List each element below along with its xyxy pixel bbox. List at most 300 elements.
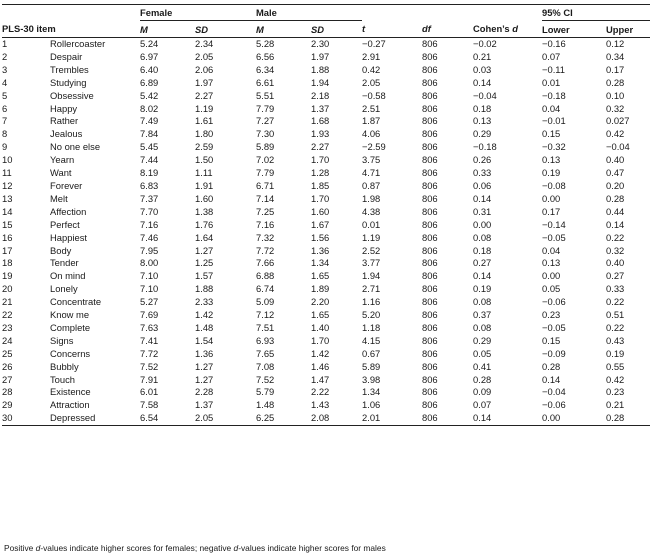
female-sd: 1.27 — [195, 244, 214, 256]
male-sd: 1.37 — [311, 102, 330, 114]
item-name: Body — [50, 244, 72, 256]
item-number: 15 — [2, 218, 13, 230]
table-row — [2, 64, 650, 77]
df-value: 806 — [422, 321, 438, 333]
table-row — [2, 154, 650, 167]
female-m: 8.02 — [140, 102, 159, 114]
table-body — [2, 38, 650, 426]
female-m: 7.10 — [140, 283, 159, 295]
cohens-d-value: −0.04 — [473, 89, 497, 101]
female-m: 8.19 — [140, 167, 159, 179]
cohens-d-value: 0.26 — [473, 154, 492, 166]
cohens-d-value: 0.28 — [473, 373, 492, 385]
male-sd: 1.36 — [311, 244, 330, 256]
df-value: 806 — [422, 102, 438, 114]
t-value: 0.01 — [362, 218, 381, 230]
item-number: 26 — [2, 360, 13, 372]
item-number: 9 — [2, 141, 8, 153]
table-row — [2, 257, 650, 270]
male-m: 6.71 — [256, 179, 275, 191]
cohens-d-value: 0.00 — [473, 218, 492, 230]
item-name: Yearn — [50, 154, 75, 166]
female-m: 7.63 — [140, 321, 159, 333]
male-m: 7.79 — [256, 167, 275, 179]
female-sd: 1.91 — [195, 179, 214, 191]
t-value: 0.42 — [362, 63, 381, 75]
item-number: 23 — [2, 321, 13, 333]
ci-lower: 0.19 — [542, 167, 561, 179]
male-m: 6.74 — [256, 283, 275, 295]
ci-upper: 0.40 — [606, 257, 625, 269]
ci-lower: 0.04 — [542, 244, 561, 256]
col-upper: Upper — [606, 21, 650, 38]
df-value: 806 — [422, 115, 438, 127]
female-sd: 2.59 — [195, 141, 214, 153]
table-row — [2, 361, 650, 374]
female-m: 7.16 — [140, 218, 159, 230]
male-sd: 1.97 — [311, 50, 330, 62]
item-number: 30 — [2, 412, 50, 425]
item-number: 20 — [2, 283, 13, 295]
ci-lower: −0.32 — [542, 141, 566, 153]
t-value: 4.06 — [362, 128, 381, 140]
female-sd: 1.57 — [195, 270, 214, 282]
female-sd: 2.33 — [195, 296, 214, 308]
item-number: 11 — [2, 167, 12, 179]
t-value: 4.38 — [362, 205, 381, 217]
ci-lower: −0.11 — [542, 63, 566, 75]
ci-upper: 0.34 — [606, 50, 625, 62]
table-row — [2, 115, 650, 128]
item-number: 5 — [2, 89, 8, 101]
male-sd: 1.65 — [311, 270, 330, 282]
df-value: 806 — [422, 76, 438, 88]
male-sd: 1.46 — [311, 360, 330, 372]
female-m: 7.41 — [140, 334, 159, 346]
table-row — [2, 386, 650, 399]
male-sd: 1.70 — [311, 192, 330, 204]
ci-lower: −0.18 — [542, 89, 566, 101]
female-m: 5.24 — [140, 38, 159, 49]
cohens-d-value: 0.08 — [473, 321, 492, 333]
ci-lower: 0.05 — [542, 283, 561, 295]
df-value: 806 — [422, 360, 438, 372]
ci-lower: −0.09 — [542, 347, 566, 359]
ci-upper: 0.28 — [606, 76, 625, 88]
male-sd: 2.27 — [311, 141, 330, 153]
footnote-d2: d — [233, 543, 239, 553]
col-t: t — [362, 21, 422, 38]
male-sd: 1.43 — [311, 399, 330, 411]
female-sd: 2.27 — [195, 89, 214, 101]
female-sd: 1.27 — [195, 373, 214, 385]
ci-upper: 0.42 — [606, 128, 625, 140]
column-header-row — [2, 21, 650, 38]
ci-lower: −0.01 — [542, 115, 566, 127]
t-value: 1.18 — [362, 321, 381, 333]
male-m: 5.79 — [256, 386, 275, 398]
ci-lower: −0.04 — [542, 386, 566, 398]
header-ci: 95% CI — [542, 5, 650, 21]
ci-upper: 0.42 — [606, 373, 625, 385]
female-sd: 1.50 — [195, 154, 214, 166]
item-number: 14 — [2, 205, 13, 217]
female-sd: 1.19 — [195, 102, 214, 114]
t-value: 1.16 — [362, 296, 381, 308]
item-number: 21 — [2, 296, 13, 308]
female-sd: 1.76 — [195, 218, 214, 230]
item-name: Concerns — [50, 347, 91, 359]
df-value: 806 — [422, 218, 438, 230]
t-value: 0.87 — [362, 179, 381, 191]
item-name: Want — [50, 167, 72, 179]
df-value: 806 — [422, 63, 438, 75]
table-row — [2, 348, 650, 361]
female-sd: 1.64 — [195, 231, 214, 243]
item-name: Melt — [50, 192, 68, 204]
male-sd: 1.42 — [311, 347, 330, 359]
female-m: 6.89 — [140, 76, 159, 88]
ci-lower: 0.07 — [542, 50, 561, 62]
cohens-d-value: 0.41 — [473, 360, 492, 372]
cohens-d-value: 0.29 — [473, 128, 492, 140]
df-value: 806 — [422, 334, 438, 346]
ci-upper: 0.20 — [606, 179, 625, 191]
item-name: Complete — [50, 321, 91, 333]
female-sd: 1.48 — [195, 321, 214, 333]
ci-upper: 0.17 — [606, 63, 625, 75]
male-sd: 1.68 — [311, 115, 330, 127]
item-name: Existence — [50, 386, 91, 398]
footnote-part3: -values indicate higher scores for males — [238, 543, 386, 553]
male-m: 6.34 — [256, 63, 275, 75]
results-table — [2, 4, 650, 426]
df-value: 806 — [422, 347, 438, 359]
table-row — [2, 270, 650, 283]
col-item: PLS-30 item — [2, 21, 140, 38]
t-value: 2.71 — [362, 283, 381, 295]
female-m: 7.49 — [140, 115, 159, 127]
ci-upper: 0.19 — [606, 347, 625, 359]
cohens-d-value: 0.07 — [473, 399, 492, 411]
cohens-d-value: 0.09 — [473, 386, 492, 398]
female-sd: 1.60 — [195, 192, 214, 204]
female-m: 7.52 — [140, 360, 159, 372]
ci-upper: 0.43 — [606, 334, 625, 346]
table-row — [2, 309, 650, 322]
table-row — [2, 374, 650, 387]
ci-upper: 0.22 — [606, 296, 625, 308]
female-m: 5.42 — [140, 89, 159, 101]
item-name: On mind — [50, 270, 86, 282]
header-blank-2 — [362, 5, 542, 21]
footnote — [4, 543, 386, 553]
item-name: Rather — [50, 115, 79, 127]
header-male: Male — [256, 5, 362, 21]
table-row — [2, 77, 650, 90]
male-m: 5.89 — [256, 141, 275, 153]
cohens-d-value: 0.27 — [473, 257, 492, 269]
cohens-d-value: 0.18 — [473, 102, 492, 114]
item-number: 6 — [2, 102, 8, 114]
ci-lower: 0.17 — [542, 205, 561, 217]
t-value: 0.67 — [362, 347, 381, 359]
item-name: Jealous — [50, 128, 83, 140]
item-name: Affection — [50, 205, 87, 217]
ci-lower: −0.06 — [542, 399, 566, 411]
ci-upper: 0.21 — [606, 399, 625, 411]
group-header-row — [2, 5, 650, 21]
male-m: 7.08 — [256, 360, 275, 372]
col-df: df — [422, 21, 473, 38]
ci-lower: −0.14 — [542, 218, 566, 230]
female-m: 8.00 — [140, 257, 159, 269]
table-row — [2, 232, 650, 245]
df-value: 806 — [422, 128, 438, 140]
male-sd: 1.65 — [311, 309, 330, 321]
ci-upper: 0.32 — [606, 102, 625, 114]
cohens-d-value: 0.19 — [473, 283, 492, 295]
ci-upper: 0.28 — [606, 412, 650, 425]
t-value: 2.91 — [362, 50, 381, 62]
item-name: No one else — [50, 141, 101, 153]
t-value: 4.71 — [362, 167, 381, 179]
ci-lower: 0.01 — [542, 76, 561, 88]
male-m: 7.79 — [256, 102, 275, 114]
item-number: 29 — [2, 399, 13, 411]
col-female-m: M — [140, 21, 195, 38]
ci-lower: 0.04 — [542, 102, 561, 114]
male-m: 7.25 — [256, 205, 275, 217]
male-m: 6.56 — [256, 50, 275, 62]
item-name: Attraction — [50, 399, 90, 411]
cohens-d-value: 0.14 — [473, 270, 492, 282]
ci-lower: 0.13 — [542, 257, 561, 269]
male-m: 6.61 — [256, 76, 275, 88]
t-value: 2.51 — [362, 102, 381, 114]
male-sd: 1.60 — [311, 205, 330, 217]
col-lower: Lower — [542, 21, 606, 38]
female-m: 7.44 — [140, 154, 159, 166]
item-name: Depressed — [50, 412, 140, 425]
female-sd: 1.25 — [195, 257, 214, 269]
male-m: 7.72 — [256, 244, 275, 256]
t-value: 1.98 — [362, 192, 381, 204]
ci-lower: 0.28 — [542, 360, 561, 372]
item-name: Lonely — [50, 283, 78, 295]
t-value: 5.89 — [362, 360, 381, 372]
ci-upper: −0.04 — [606, 141, 630, 153]
male-m: 7.65 — [256, 347, 275, 359]
ci-upper: 0.10 — [606, 89, 625, 101]
ci-lower: 0.15 — [542, 334, 561, 346]
df-value: 806 — [422, 192, 438, 204]
cohens-d-value: 0.14 — [473, 192, 492, 204]
cohens-d-value: −0.18 — [473, 141, 497, 153]
item-name: Despair — [50, 50, 83, 62]
table-row — [2, 103, 650, 116]
female-m: 7.84 — [140, 128, 159, 140]
female-sd: 1.27 — [195, 360, 214, 372]
df-value: 806 — [422, 154, 438, 166]
male-sd: 2.30 — [311, 38, 330, 49]
ci-upper: 0.51 — [606, 309, 625, 321]
female-sd: 1.11 — [195, 167, 213, 179]
male-m: 7.66 — [256, 257, 275, 269]
footnote-d1: d — [35, 543, 41, 553]
male-m: 7.30 — [256, 128, 275, 140]
item-number: 28 — [2, 386, 13, 398]
ci-upper: 0.22 — [606, 231, 625, 243]
male-sd: 1.93 — [311, 128, 330, 140]
female-sd: 1.38 — [195, 205, 214, 217]
t-value: 2.52 — [362, 244, 381, 256]
df-value: 806 — [422, 399, 438, 411]
ci-lower: 0.15 — [542, 128, 561, 140]
female-sd: 1.36 — [195, 347, 214, 359]
t-value: 3.98 — [362, 373, 381, 385]
table-row — [2, 283, 650, 296]
table-row — [2, 128, 650, 141]
col-male-sd: SD — [311, 21, 362, 38]
ci-upper: 0.14 — [606, 218, 625, 230]
table-row — [2, 399, 650, 412]
cohens-d-value: 0.21 — [473, 50, 492, 62]
df-value: 806 — [422, 257, 438, 269]
female-m: 7.37 — [140, 192, 159, 204]
ci-lower: 0.13 — [542, 154, 561, 166]
ci-upper: 0.27 — [606, 270, 625, 282]
df-value: 806 — [422, 141, 438, 153]
item-name: Forever — [50, 179, 83, 191]
male-sd: 1.70 — [311, 334, 330, 346]
ci-lower: 0.00 — [542, 192, 561, 204]
table-row — [2, 245, 650, 258]
male-sd: 1.88 — [311, 63, 330, 75]
male-m: 7.52 — [256, 373, 275, 385]
df-value: 806 — [422, 89, 438, 101]
male-m: 6.88 — [256, 270, 275, 282]
table-row — [2, 90, 650, 103]
ci-lower: −0.08 — [542, 179, 566, 191]
cohens-d-value: 0.08 — [473, 231, 492, 243]
female-sd: 2.06 — [195, 63, 214, 75]
ci-lower: 0.00 — [542, 412, 606, 425]
ci-upper: 0.12 — [606, 38, 625, 49]
male-m: 6.93 — [256, 334, 275, 346]
df-value: 806 — [422, 309, 438, 321]
item-number: 22 — [2, 309, 13, 321]
df-value: 806 — [422, 283, 438, 295]
item-name: Bubbly — [50, 360, 79, 372]
item-name: Happy — [50, 102, 78, 114]
df-value: 806 — [422, 296, 438, 308]
female-m: 6.01 — [140, 386, 159, 398]
t-value: 1.87 — [362, 115, 381, 127]
female-m: 7.72 — [140, 347, 159, 359]
t-value: 4.15 — [362, 334, 381, 346]
female-m: 7.70 — [140, 205, 159, 217]
male-m: 7.02 — [256, 154, 275, 166]
table-row — [2, 322, 650, 335]
t-value: 5.20 — [362, 309, 381, 321]
df-value: 806 — [422, 50, 438, 62]
t-value: 2.01 — [362, 412, 422, 425]
cohens-d-value: 0.33 — [473, 167, 492, 179]
male-m: 5.09 — [256, 296, 275, 308]
female-m: 6.40 — [140, 63, 159, 75]
male-m: 5.28 — [256, 38, 275, 49]
male-sd: 1.47 — [311, 373, 330, 385]
t-value: 1.19 — [362, 231, 381, 243]
header-blank — [2, 5, 140, 21]
table-row — [2, 51, 650, 64]
table-row — [2, 335, 650, 348]
female-m: 7.69 — [140, 309, 159, 321]
table-row — [2, 180, 650, 193]
ci-upper: 0.44 — [606, 205, 625, 217]
t-value: −0.58 — [362, 89, 386, 101]
male-m: 5.51 — [256, 89, 275, 101]
female-m: 6.54 — [140, 412, 195, 425]
item-number: 13 — [2, 192, 13, 204]
table-row — [2, 219, 650, 232]
cohens-d-value: 0.06 — [473, 179, 492, 191]
female-sd: 1.37 — [195, 399, 214, 411]
t-value: −2.59 — [362, 141, 386, 153]
t-value: 2.05 — [362, 76, 381, 88]
col-cohens-d: Cohen’s d — [473, 21, 542, 38]
male-sd: 2.18 — [311, 89, 330, 101]
male-m: 7.27 — [256, 115, 275, 127]
df-value: 806 — [422, 270, 438, 282]
male-sd: 2.22 — [311, 386, 330, 398]
ci-upper: 0.40 — [606, 154, 625, 166]
male-m: 6.25 — [256, 412, 311, 425]
ci-upper: 0.22 — [606, 321, 625, 333]
female-sd: 2.28 — [195, 386, 214, 398]
item-number: 4 — [2, 76, 8, 88]
female-m: 7.95 — [140, 244, 159, 256]
item-name: Trembles — [50, 63, 89, 75]
t-value: 3.75 — [362, 154, 381, 166]
item-name: Concentrate — [50, 296, 102, 308]
female-sd: 1.97 — [195, 76, 214, 88]
cohens-d-value: 0.18 — [473, 244, 492, 256]
header-female: Female — [140, 5, 256, 21]
item-name: Happiest — [50, 231, 88, 243]
t-value: −0.27 — [362, 38, 386, 49]
item-number: 1 — [2, 38, 8, 49]
ci-upper: 0.32 — [606, 244, 625, 256]
df-value: 806 — [422, 373, 438, 385]
item-number: 3 — [2, 63, 8, 75]
item-number: 25 — [2, 347, 13, 359]
df-value: 806 — [422, 167, 438, 179]
item-name: Studying — [50, 76, 87, 88]
table-row — [2, 141, 650, 154]
ci-upper: 0.027 — [606, 115, 630, 127]
table-row — [2, 193, 650, 206]
ci-lower: −0.05 — [542, 231, 566, 243]
item-number: 2 — [2, 50, 8, 62]
item-number: 18 — [2, 257, 13, 269]
item-number: 10 — [2, 154, 13, 166]
footnote-part1: Positive — [4, 543, 36, 553]
table-row — [2, 38, 650, 51]
male-sd: 1.34 — [311, 257, 330, 269]
df-value: 806 — [422, 244, 438, 256]
